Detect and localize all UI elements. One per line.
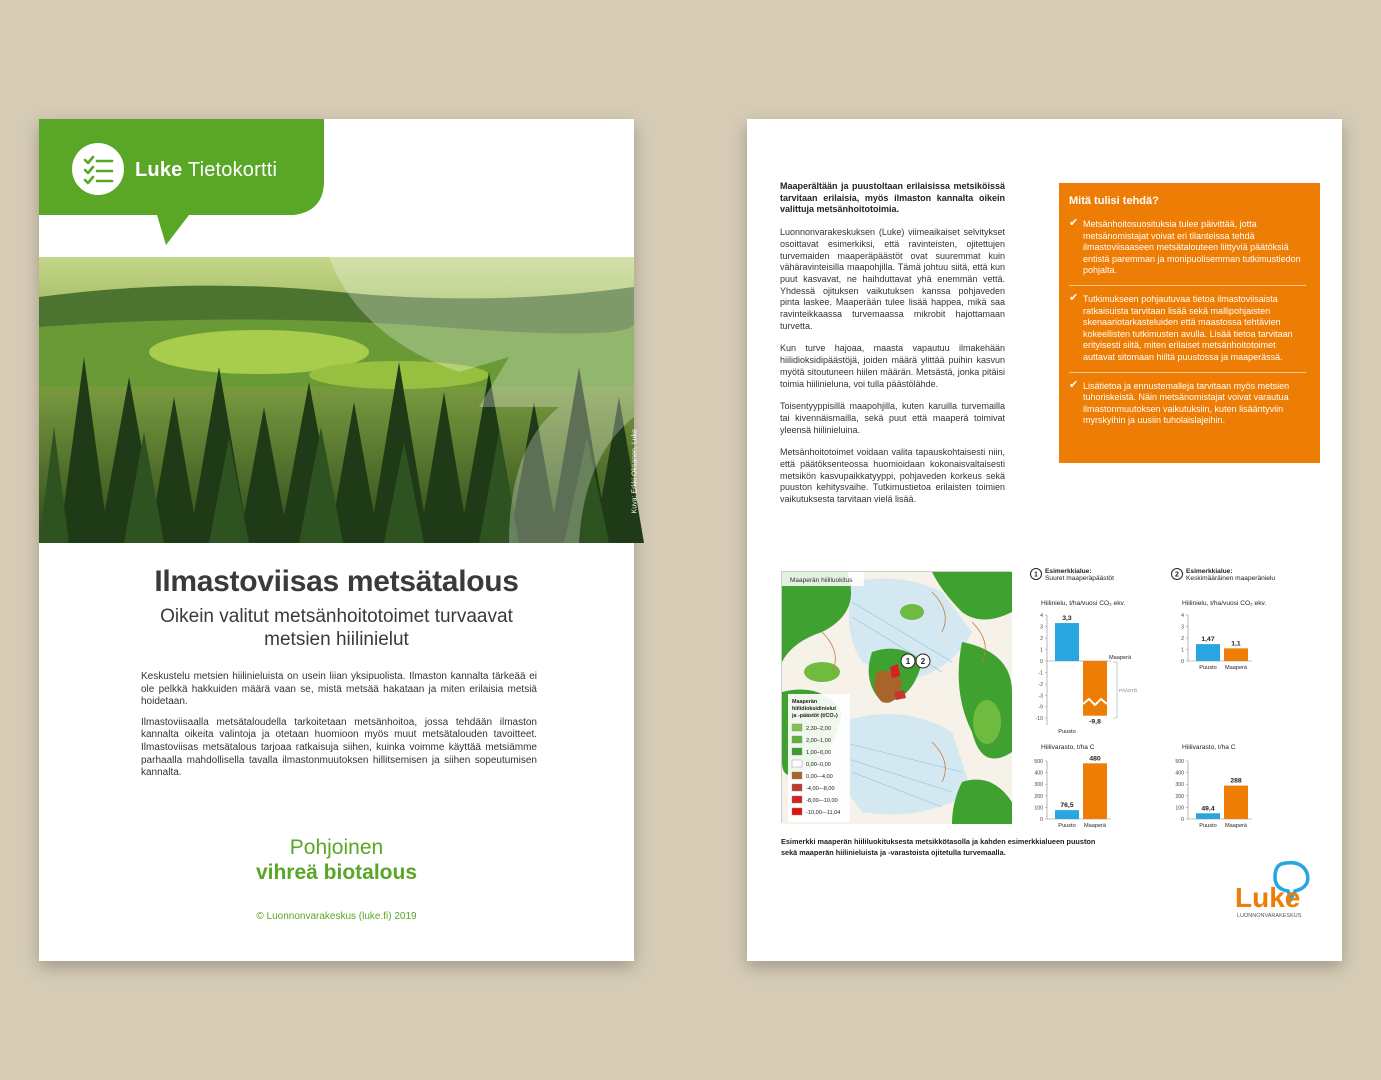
chart-area-1 <box>1029 565 1159 835</box>
soil-carbon-map <box>781 571 1011 823</box>
bar-chart <box>1181 600 1266 671</box>
legend-swatch <box>792 748 802 755</box>
area-number: 1 <box>1034 571 1038 579</box>
bar <box>1055 623 1079 661</box>
y-tick-label: 0 <box>1040 817 1043 823</box>
annotation-label: PÄÄSTÖ <box>1119 688 1138 693</box>
category-label: Maaperä <box>1224 823 1248 829</box>
y-tick-label: 4 <box>1040 613 1043 619</box>
checkmark-icon: ✔ <box>1069 217 1079 229</box>
category-label: Puusto <box>1058 729 1076 735</box>
checkmark-icon: ✔ <box>1069 291 1079 304</box>
bar-chart <box>1036 600 1138 735</box>
legend-label: -8,00–-10,00 <box>806 798 838 804</box>
y-tick-label: 400 <box>1175 770 1184 777</box>
y-tick-label: 0 <box>1181 659 1184 665</box>
bar-value-label: 3,3 <box>1062 615 1072 623</box>
body-paragraph: Metsänhoitotoimet voidaan valita tapauskohtaisesti niin, että päätöksenteossa huomioidaan kokonaisvaltaisesti metsikön kasvupaikkatyyppi, pohjaveden korkeus sekä puuston kehitysvaihe. Tutkimustietoa erilaisten toimien vaikutuksesta tarvitaan vielä lisää. <box>780 447 1005 505</box>
intro-paragraph: Ilmastoviisaalla metsätaloudella tarkoitetaan metsänhoitoa, jossa tehdään ilmaston kannalta oikeita valintoja ja otetaan huomioon myös muut metsätalouden tavoitteet. Ilmastoviisas metsätalous tarjoaa ratkaisuja siihen, kuinka voimme käyttää metsiämme parhaalla mahdollisella tavalla ilmastonmuutoksen hillitsemisen ja siihen sopeutumisen kannalta. <box>141 716 537 779</box>
category-label: Maaperä <box>1083 823 1107 829</box>
body-column <box>780 181 1005 517</box>
figure-caption: Esimerkki maaperän hiililuokituksesta metsikkötasolla ja kahden esimerkkialueen puuston sekä maaperän hiilinieluista ja -varastoista ojitetulla turvemaalla. <box>781 837 1096 857</box>
area-subtitle: Keskimääräinen maaperänielu <box>1186 575 1276 582</box>
area-header <box>1031 568 1115 582</box>
y-tick-label: 3 <box>1181 624 1184 631</box>
y-tick-label: 1 <box>1181 647 1184 654</box>
legend-swatch <box>792 736 802 743</box>
legend-title: hiilidioksidinielut <box>792 706 837 712</box>
svg-text:1: 1 <box>905 657 911 666</box>
legend-title: Maaperän <box>792 699 818 705</box>
recommendation-text: Metsänhoitosuosituksia tulee päivittää, jotta metsänomistajat voivat eri tilanteissa tehdä ilmastoviisaaseen metsätalouteen liittyviä päätöksiä entistä paremman ja monipuolisemman tutkimustiedon pohjalta. <box>1083 219 1301 276</box>
legend-swatch <box>792 808 802 815</box>
legend-label: 2,30–2,00 <box>806 726 831 732</box>
map-legend <box>788 694 850 822</box>
front-page <box>39 119 638 961</box>
area-title: Esimerkkialue: <box>1186 568 1233 575</box>
chart-title: Hiilivarasto, t/ha C <box>1182 744 1236 751</box>
y-tick-label: 100 <box>1175 805 1184 812</box>
back-page <box>747 119 1342 961</box>
lead-paragraph: Maaperältään ja puustoltaan erilaisissa metsiköissä tarvitaan erilaisia, myös ilmaston kannalta oikein valittuja metsänhoitotoimia. <box>780 181 1005 215</box>
brand-title <box>135 159 277 182</box>
area-number: 2 <box>1175 571 1179 579</box>
y-tick-label: 2 <box>1040 636 1043 642</box>
svg-text:2: 2 <box>920 657 926 666</box>
checkmark-icon: ✔ <box>1069 378 1079 391</box>
area-header <box>1172 568 1276 582</box>
y-tick-label: 3 <box>1040 624 1043 631</box>
area-subtitle: Suuret maaperäpäästöt <box>1045 575 1114 582</box>
y-tick-label: 4 <box>1181 613 1184 619</box>
category-label: Maaperä <box>1224 665 1248 671</box>
bar <box>1083 661 1107 716</box>
logo-sub: LUONNONVARAKESKUS <box>1237 913 1302 919</box>
page-subtitle: Oikein valitut metsänhoitotoimet turvaavat metsien hiilinielut <box>160 606 513 650</box>
recommendation-text: Lisätietoa ja ennustemalleja tarvitaan myös metsien tuhoriskeistä. Näin metsänomistajat voivat varautua ilmastonmuutoksen vaikutuksiin, kuten lisääntyviin myrskyihin ja uusiin tuholaislajeihin. <box>1083 380 1290 426</box>
legend-label: -4,00–-8,00 <box>806 786 835 792</box>
y-tick-label: 1 <box>1040 647 1043 654</box>
legend-swatch <box>792 784 802 791</box>
category-label: Puusto <box>1199 665 1217 671</box>
y-tick-label: 200 <box>1034 793 1043 800</box>
bar <box>1055 810 1079 819</box>
bar-value-label: 76,5 <box>1060 802 1074 810</box>
recommendations-box <box>1059 183 1320 463</box>
y-tick-label: 0 <box>1181 817 1184 823</box>
legend-swatch <box>792 724 802 731</box>
bar-chart <box>1175 744 1252 829</box>
y-tick-label: -2 <box>1038 682 1043 688</box>
bar-value-label: 49,4 <box>1201 805 1215 813</box>
area-title: Esimerkkialue: <box>1045 568 1092 575</box>
y-tick-label: 300 <box>1034 782 1043 789</box>
legend-swatch <box>792 772 802 779</box>
category-label: Puusto <box>1058 823 1076 829</box>
page-title: Ilmastoviisas metsätalous <box>154 565 519 598</box>
slogan-line-1: Pohjoinen <box>289 836 384 859</box>
forest-photo <box>39 257 634 543</box>
y-tick-label: -10 <box>1035 716 1043 722</box>
body-paragraph: Luonnonvarakeskuksen (Luke) viimeaikaiset selvitykset osoittavat esimerkiksi, että ravinteisten, ojitettujen turvemaiden maaperäpäästöt ovat suuremmat kuin vähäravinteisilla maapohjilla. Tämä johtuu siitä, että kun puut kasvavat, ne haihduttavat yhä enemmän vettä. Yhdessä ojituksen vaikutuksen kanssa pohjaveden pinta laskee. Maaperään tulee lisää happea, mikä saa ravinteikkaassa turvemaassa mikrobit hajottamaan turvetta. <box>780 227 1005 331</box>
luke-logo <box>1225 859 1315 929</box>
y-tick-label: -9 <box>1038 704 1043 711</box>
brand-product: Tietokortti <box>187 159 278 181</box>
chart-title: Hiilinielu, t/ha/vuosi CO₂ ekv. <box>1182 600 1267 607</box>
legend-title: ja -päästöt (t/CO₂) <box>792 713 838 719</box>
map-marker-1 <box>901 654 915 668</box>
map-marker-2 <box>916 654 930 668</box>
legend-label: -10,00–-11,04 <box>806 810 841 816</box>
logo-name: Luke <box>1235 882 1301 913</box>
chart-area-2 <box>1170 565 1300 835</box>
checklist-icon <box>72 143 124 195</box>
category-label: Puusto <box>1199 823 1217 829</box>
bar <box>1224 786 1248 819</box>
body-paragraph: Kun turve hajoaa, maasta vapautuu ilmakehään hiilidioksidipäästöjä, joiden määrä ylittää puihin kasvun myötä sitoutuneen hiilen määrän. Metsästä, jonka pitäisi toimia hiilinieluna, voi tulla päästölähde. <box>780 343 1005 389</box>
y-tick-label: 100 <box>1034 805 1043 812</box>
recommendations-title: Mitä tulisi tehdä? <box>1069 195 1159 207</box>
legend-label: 1,00–0,00 <box>806 750 831 756</box>
brand-name: Luke <box>135 159 183 181</box>
intro-text <box>141 671 537 788</box>
bar-chart <box>1034 744 1111 829</box>
y-tick-label: 2 <box>1181 636 1184 642</box>
bar <box>1196 644 1220 661</box>
bar-value-label: 480 <box>1089 755 1101 763</box>
bar <box>1224 648 1248 661</box>
bar-value-label: 1,47 <box>1201 636 1215 644</box>
recommendation-item <box>1069 291 1306 373</box>
recommendation-item <box>1069 219 1306 286</box>
recommendation-item <box>1069 378 1306 435</box>
legend-label: 2,00–1,00 <box>806 738 831 744</box>
y-tick-label: 0 <box>1040 659 1043 665</box>
legend-swatch <box>792 760 802 767</box>
bar-value-label: -9,8 <box>1089 718 1101 726</box>
y-tick-label: -3 <box>1038 693 1043 700</box>
emission-bracket <box>1113 662 1138 718</box>
bar-value-label: 288 <box>1230 777 1242 785</box>
body-paragraph: Toisentyyppisillä maapohjilla, kuten karuilla turvemailla tai kivennäismailla, sekä puut että maaperä toimivat yleensä hiilinieluina. <box>780 401 1005 435</box>
legend-label: 0,00–0,00 <box>806 762 831 768</box>
legend-swatch <box>792 796 802 803</box>
copyright: © Luonnonvarakeskus (luke.fi) 2019 <box>256 911 417 922</box>
map-title: Maaperän hiililuokitus <box>790 577 853 584</box>
y-tick-label: 400 <box>1034 770 1043 777</box>
bar-value-label: 1,1 <box>1231 640 1241 648</box>
intro-paragraph: Keskustelu metsien hiilinieluista on usein liian yksipuolista. Ilmaston kannalta tärkeää ei ole pelkkä hakkuiden määrä vaan se, mistä metsää hakataan ja miten erilaisia metsiä hoidetaan. <box>141 671 537 708</box>
y-tick-label: -1 <box>1038 670 1043 677</box>
photo-credit: Kuva: Erkki Oksanen, Luke <box>631 429 638 514</box>
y-tick-label: 500 <box>1034 759 1043 765</box>
y-tick-label: 200 <box>1175 793 1184 800</box>
bar <box>1083 763 1107 819</box>
legend-label: 0,00–-4,00 <box>806 774 833 780</box>
category-label: Maaperä <box>1109 655 1132 661</box>
chart-title: Hiilivarasto, t/ha C <box>1041 744 1095 751</box>
y-tick-label: 300 <box>1175 782 1184 789</box>
recommendation-text: Tutkimukseen pohjautuvaa tietoa ilmastoviisaista ratkaisuista tarvitaan lisää sekä mallipohjaisten skenaariotarkasteluiden että maastossa tehtävien kokeellisten tutkimusten avulla. Lisää tietoa tarvitaan erityisesti siitä, miten erilaiset metsänhoitotoimet auttavat sitomaan hiiltä puustossa ja maaperässä. <box>1083 293 1293 362</box>
chart-title: Hiilinielu, t/ha/vuosi CO₂ ekv. <box>1041 600 1126 607</box>
slogan-line-2: vihreä biotalous <box>255 861 418 884</box>
bioeconomy-slogan <box>39 835 634 885</box>
bar <box>1196 813 1220 819</box>
y-tick-label: 500 <box>1175 759 1184 765</box>
